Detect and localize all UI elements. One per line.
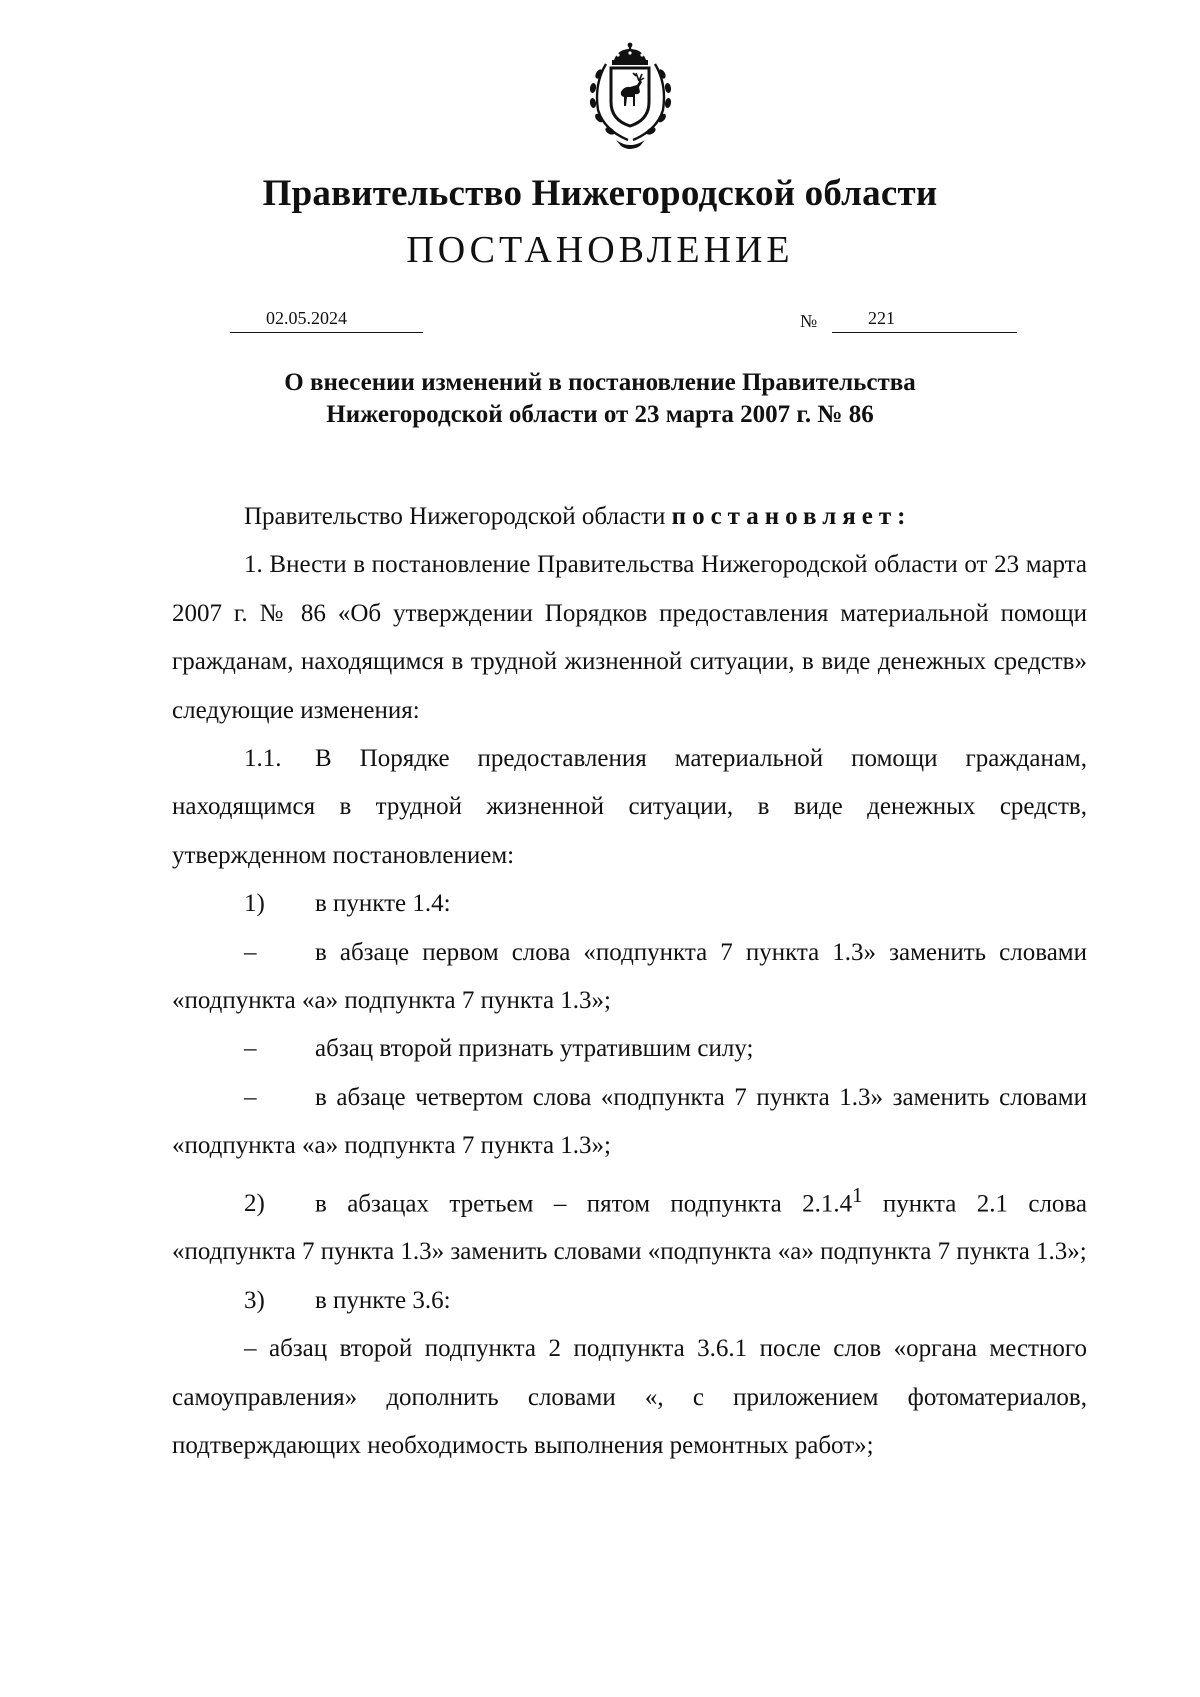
document-date: 02.05.2024 bbox=[266, 308, 347, 328]
subject-line-1: О внесении изменений в постановление Правительства bbox=[284, 369, 916, 396]
list-item-3 bbox=[172, 1277, 1087, 1325]
list-item-text: в абзацах третьем – пятом подпункта 2.1.4 bbox=[315, 1190, 853, 1218]
list-marker: 1) bbox=[244, 890, 265, 918]
wreath-leaves-icon bbox=[589, 68, 672, 149]
document-number: 221 bbox=[868, 308, 895, 328]
sub-item-1a bbox=[172, 929, 1087, 1026]
list-marker: 2) bbox=[244, 1190, 265, 1218]
list-item-text: в пункте 3.6: bbox=[315, 1286, 451, 1314]
document-body bbox=[172, 493, 1087, 1470]
dash-marker: – bbox=[244, 938, 257, 966]
paragraph-text: В Порядке предоставления материальной помощи гражданам, находящимся в трудной жизненной ситуации, в виде денежных средств, утвержденном постановлением: bbox=[172, 745, 1087, 869]
paragraph-1-1 bbox=[172, 735, 1087, 880]
date-field bbox=[230, 306, 423, 333]
sub-item-text: абзац второй признать утратившим силу; bbox=[315, 1035, 754, 1063]
list-item-text-cont: пункта 2.1 слова «подпункта 7 пункта 1.3» заменить словами «подпункта «а» подпункта 7 пункта 1.3»; bbox=[172, 1190, 1088, 1266]
preamble-text: Правительство Нижегородской области bbox=[244, 503, 666, 530]
number-sign: № bbox=[800, 311, 818, 331]
coat-of-arms-emblem bbox=[578, 40, 683, 152]
sub-item-text: в абзаце четвертом слова «подпункта 7 пункта 1.3» заменить словами «подпункта «а» подпункта 7 пункта 1.3»; bbox=[172, 1083, 1087, 1160]
superscript: 1 bbox=[852, 1182, 863, 1207]
dash-marker: – bbox=[244, 1035, 257, 1063]
sub-item-1c bbox=[172, 1074, 1087, 1171]
paragraph-1: 1. Внести в постановление Правительства Нижегородской области от 23 марта 2007 г. № 86 «Об утверждении Порядков предоставления материальной помощи гражданам, находящимся в трудной жизненной ситуации, в виде денежных средств» следующие изменения: bbox=[172, 551, 1087, 724]
list-item-1 bbox=[172, 880, 1087, 928]
sub-item-3a: – абзац второй подпункта 2 подпункта 3.6.1 после слов «органа местного самоуправления» дополнить словами «, с приложением фотоматериалов, подтверждающих необходимость выполнения ремонтных работ»; bbox=[172, 1335, 1087, 1460]
crown-icon bbox=[612, 43, 648, 65]
document-subject bbox=[170, 367, 1030, 431]
list-item-2 bbox=[172, 1171, 1087, 1277]
dash-marker: – bbox=[244, 1083, 257, 1111]
preamble bbox=[172, 493, 1087, 541]
list-item-text: в пункте 1.4: bbox=[315, 890, 451, 918]
sub-item-text: в абзаце первом слова «подпункта 7 пункта 1.3» заменить словами «подпункта «а» подпункта 7 пункта 1.3»; bbox=[172, 938, 1087, 1015]
organization-title: Правительство Нижегородской области bbox=[262, 173, 938, 214]
deer-icon bbox=[621, 73, 644, 106]
paragraph-marker: 1.1. bbox=[244, 745, 282, 773]
sub-item-1b bbox=[172, 1025, 1087, 1073]
number-field bbox=[832, 306, 1017, 333]
document-type: ПОСТАНОВЛЕНИЕ bbox=[406, 229, 794, 271]
subject-line-2: Нижегородской области от 23 марта 2007 г. № 86 bbox=[326, 401, 874, 428]
preamble-verb: постановляет: bbox=[671, 503, 912, 530]
list-marker: 3) bbox=[244, 1286, 265, 1314]
